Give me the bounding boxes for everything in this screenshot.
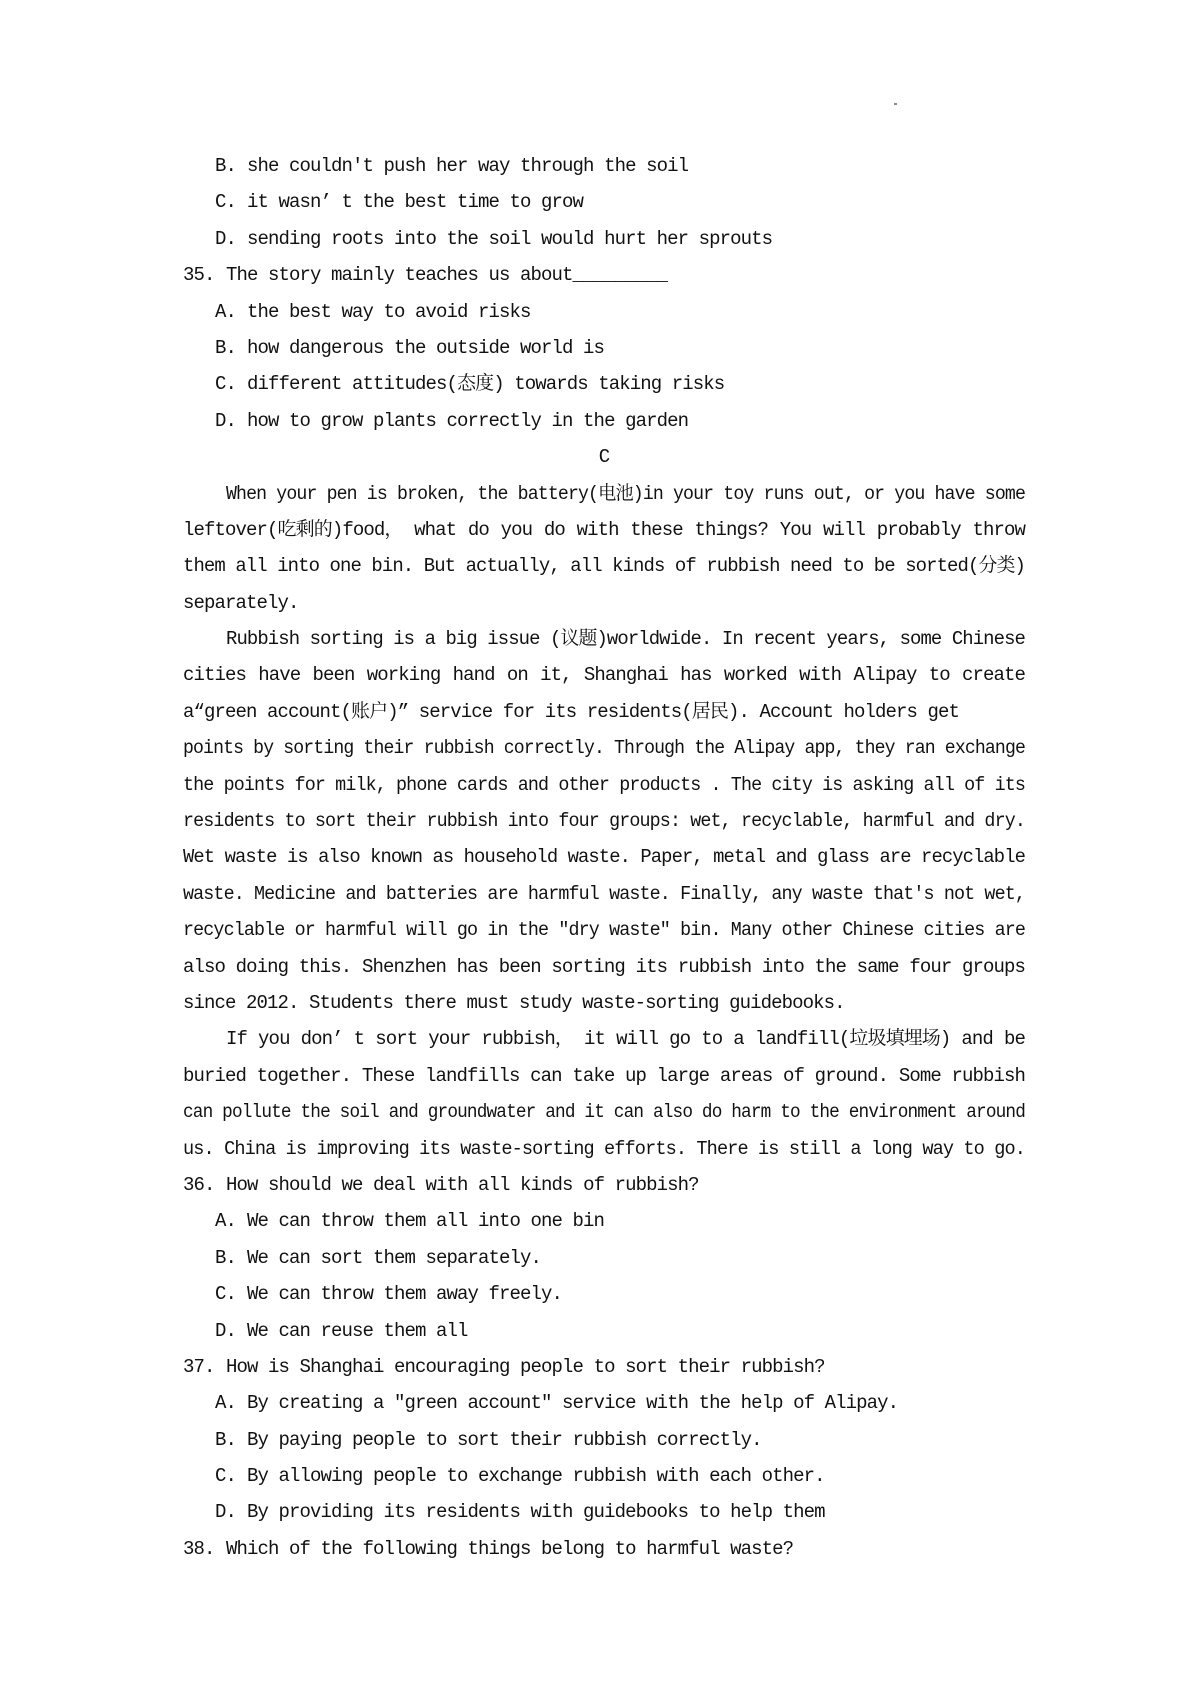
paragraph-line xyxy=(183,730,1025,766)
q35-option-c xyxy=(183,366,1025,402)
paragraph-text: cities have been working hand on it, Shanghai has worked with Alipay to create xyxy=(183,664,1025,687)
option-text: how dangerous the outside world is xyxy=(247,336,605,359)
option-text: sending roots into the soil would hurt her sprouts xyxy=(247,227,773,250)
paragraph-text: Rubbish sorting is a big issue (议题)worldwide. In recent years, some Chinese xyxy=(226,628,1025,651)
q34-option-d xyxy=(183,221,1025,257)
paragraph-line xyxy=(183,512,1025,548)
paragraph-line xyxy=(183,767,1025,803)
paragraph-text: leftover(吃剩的)food， what do you do with these things? You will probably throw xyxy=(183,518,1025,541)
q36-stem xyxy=(183,1167,1025,1203)
paragraph-text: When your pen is broken, the battery(电池)in your toy runs out, or you have some xyxy=(226,482,1025,505)
question-number: 36. xyxy=(183,1173,215,1196)
paragraph-line xyxy=(183,585,1025,621)
option-label: A. xyxy=(215,1210,237,1233)
paragraph-line xyxy=(183,621,1025,657)
paragraph-text: separately. xyxy=(183,591,299,614)
q35-option-d xyxy=(183,403,1025,439)
paragraph-text: buried together. These landfills can take up large areas of ground. Some rubbish xyxy=(183,1064,1025,1087)
paragraph-line xyxy=(183,876,1025,912)
paragraph-line xyxy=(183,803,1025,839)
paragraph-line xyxy=(183,1094,1025,1130)
option-text: she couldn't push her way through the soil xyxy=(247,155,689,177)
q37-option-d xyxy=(183,1494,1025,1530)
passage-heading xyxy=(183,439,1025,475)
option-text: We can reuse them all xyxy=(247,1319,468,1342)
q35-option-a xyxy=(183,294,1025,330)
paragraph-line xyxy=(183,476,1025,512)
q38-stem xyxy=(183,1531,1025,1567)
paragraph-line xyxy=(183,657,1025,693)
option-text: the best way to avoid risks xyxy=(247,300,531,323)
option-text: We can throw them away freely. xyxy=(247,1283,563,1306)
q37-option-a xyxy=(183,1385,1025,1421)
option-text: different attitudes(态度) towards taking risks xyxy=(247,373,725,396)
option-label: A. xyxy=(215,1392,237,1415)
option-label: B. xyxy=(215,155,237,177)
paragraph-line xyxy=(183,985,1025,1021)
paragraph-line xyxy=(183,839,1025,875)
option-label: D. xyxy=(215,409,237,432)
paragraph-text: Wet waste is also known as household waste. Paper, metal and glass are recyclable xyxy=(183,846,1025,869)
paragraph-line xyxy=(183,1131,1025,1167)
paragraph-line xyxy=(183,912,1025,948)
question-number: 38. xyxy=(183,1537,215,1560)
option-text: We can sort them separately. xyxy=(247,1246,542,1269)
option-text: it wasn’ t the best time to grow xyxy=(247,191,584,214)
paragraph-text: residents to sort their rubbish into four groups: wet, recyclable, harmful and dry. xyxy=(183,810,1025,833)
option-label: B. xyxy=(215,1246,237,1269)
option-label: D. xyxy=(215,1319,237,1342)
question-number: 35. xyxy=(183,264,215,287)
q36-option-b xyxy=(183,1240,1025,1276)
paragraph-text: can pollute the soil and groundwater and it can also do harm to the environment around xyxy=(183,1101,1025,1124)
q35-option-b xyxy=(183,330,1025,366)
paragraph-line xyxy=(183,1021,1025,1057)
question-number: 37. xyxy=(183,1355,215,1378)
question-text: Which of the following things belong to harmful waste? xyxy=(226,1537,794,1560)
paragraph-line xyxy=(183,949,1025,985)
stray-mark xyxy=(894,103,897,105)
option-label: C. xyxy=(215,191,237,214)
q36-option-d xyxy=(183,1313,1025,1349)
option-label: D. xyxy=(215,1501,237,1524)
question-text: The story mainly teaches us about_________ xyxy=(226,264,668,287)
paragraph-text: points by sorting their rubbish correctly. Through the Alipay app, they ran exchange xyxy=(183,737,1025,760)
option-text: how to grow plants correctly in the garden xyxy=(247,409,689,432)
paragraph-text: also doing this. Shenzhen has been sorting its rubbish into the same four groups xyxy=(183,955,1025,978)
q36-option-c xyxy=(183,1276,1025,1312)
paragraph-text: If you don’ t sort your rubbish， it will go to a landfill(垃圾填埋场) and be xyxy=(226,1028,1025,1051)
paragraph-text: waste. Medicine and batteries are harmful waste. Finally, any waste that's not wet, xyxy=(183,882,1025,905)
option-label: C. xyxy=(215,1283,237,1306)
option-label: C. xyxy=(215,1465,237,1488)
option-label: B. xyxy=(215,336,237,359)
option-text: By providing its residents with guidebooks to help them xyxy=(247,1501,825,1524)
paragraph-line xyxy=(183,1058,1025,1094)
question-text: How is Shanghai encouraging people to sort their rubbish? xyxy=(226,1355,825,1378)
paragraph-text: since 2012. Students there must study waste-sorting guidebooks. xyxy=(183,991,845,1014)
paragraph-text: them all into one bin. But actually, all kinds of rubbish need to be sorted(分类) xyxy=(183,555,1025,578)
option-label: B. xyxy=(215,1428,237,1451)
paragraph-text: recyclable or harmful will go in the "dry waste" bin. Many other Chinese cities are xyxy=(183,919,1025,942)
q36-option-a xyxy=(183,1203,1025,1239)
option-label: C. xyxy=(215,373,237,396)
exam-text-block xyxy=(183,148,1025,1567)
option-text: By creating a "green account" service with the help of Alipay. xyxy=(247,1392,899,1415)
option-label: A. xyxy=(215,300,237,323)
option-text: We can throw them all into one bin xyxy=(247,1210,605,1233)
paragraph-text: the points for milk, phone cards and other products . The city is asking all of its xyxy=(183,773,1025,796)
option-text: By allowing people to exchange rubbish with each other. xyxy=(247,1465,825,1488)
paragraph-text: us. China is improving its waste-sorting efforts. There is still a long way to go. xyxy=(183,1137,1025,1160)
paragraph-line xyxy=(183,548,1025,584)
q35-stem xyxy=(183,257,1025,293)
paragraph-text: a“green account(账户)” service for its residents(居民). Account holders get xyxy=(183,700,960,723)
q37-option-c xyxy=(183,1458,1025,1494)
q34-option-b xyxy=(183,148,1025,184)
option-label: D. xyxy=(215,227,237,250)
question-text: How should we deal with all kinds of rubbish? xyxy=(226,1173,699,1196)
q34-option-c xyxy=(183,184,1025,220)
passage-heading-text: C xyxy=(598,446,610,469)
q37-option-b xyxy=(183,1422,1025,1458)
q37-stem xyxy=(183,1349,1025,1385)
option-text: By paying people to sort their rubbish correctly. xyxy=(247,1428,762,1451)
paragraph-line xyxy=(183,694,1025,730)
